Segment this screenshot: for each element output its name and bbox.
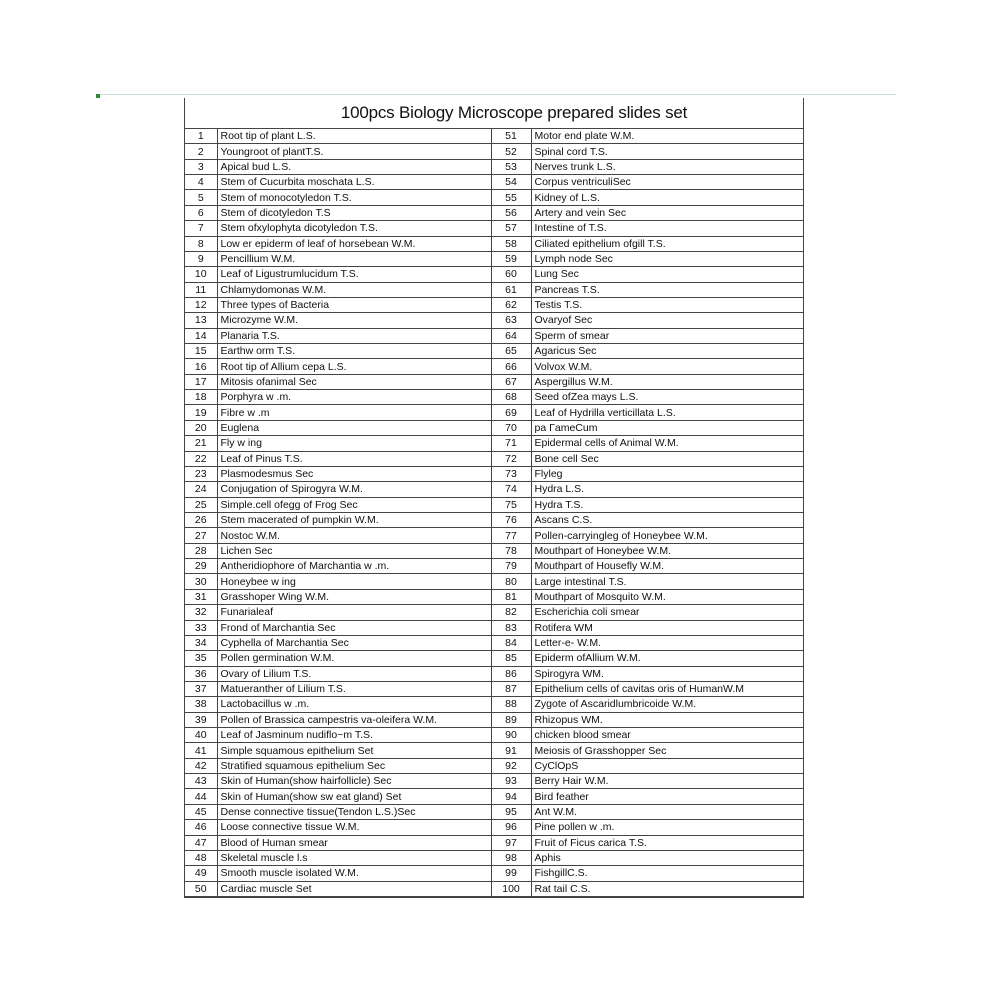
table-row xyxy=(185,190,803,205)
table-row xyxy=(185,482,803,497)
table-row xyxy=(185,374,803,389)
slide-number-cell: 42 xyxy=(185,758,217,773)
slide-number-cell: 91 xyxy=(491,743,531,758)
slide-name-cell: Chlamydomonas W.M. xyxy=(217,282,491,297)
slide-number-cell: 41 xyxy=(185,743,217,758)
slide-name-cell: Stratified squamous epithelium Sec xyxy=(217,758,491,773)
slide-number-cell: 40 xyxy=(185,728,217,743)
slide-number-cell: 10 xyxy=(185,267,217,282)
slide-number-cell: 5 xyxy=(185,190,217,205)
slide-number-cell: 51 xyxy=(491,129,531,144)
slide-number-cell: 79 xyxy=(491,559,531,574)
slide-number-cell: 83 xyxy=(491,620,531,635)
table-row xyxy=(185,236,803,251)
slide-number-cell: 45 xyxy=(185,804,217,819)
slide-number-cell: 85 xyxy=(491,651,531,666)
slide-number-cell: 6 xyxy=(185,205,217,220)
slide-name-cell: Lung Sec xyxy=(531,267,803,282)
table-row xyxy=(185,543,803,558)
slide-number-cell: 68 xyxy=(491,390,531,405)
slide-name-cell: Pine pollen w .m. xyxy=(531,820,803,835)
slide-name-cell: Pollen germination W.M. xyxy=(217,651,491,666)
slide-name-cell: Fruit of Ficus carica T.S. xyxy=(531,835,803,850)
table-row xyxy=(185,651,803,666)
slide-number-cell: 4 xyxy=(185,175,217,190)
slide-number-cell: 88 xyxy=(491,697,531,712)
slide-number-cell: 58 xyxy=(491,236,531,251)
slide-name-cell: chicken blood smear xyxy=(531,728,803,743)
slide-name-cell: pa ΓameCum xyxy=(531,420,803,435)
slide-name-cell: Pancreas T.S. xyxy=(531,282,803,297)
slide-name-cell: Ovary of Lilium T.S. xyxy=(217,666,491,681)
slide-name-cell: Testis T.S. xyxy=(531,297,803,312)
slide-name-cell: Rhizopus WM. xyxy=(531,712,803,727)
slide-name-cell: Stem of monocotyledon T.S. xyxy=(217,190,491,205)
slide-number-cell: 84 xyxy=(491,635,531,650)
slide-number-cell: 90 xyxy=(491,728,531,743)
slide-name-cell: Mouthpart of Housefly W.M. xyxy=(531,559,803,574)
table-row xyxy=(185,635,803,650)
table-row xyxy=(185,205,803,220)
slide-number-cell: 63 xyxy=(491,313,531,328)
slide-name-cell: Apical bud L.S. xyxy=(217,159,491,174)
slide-name-cell: Agaricus Sec xyxy=(531,344,803,359)
slide-number-cell: 26 xyxy=(185,512,217,527)
table-row xyxy=(185,451,803,466)
slide-name-cell: Intestine of T.S. xyxy=(531,221,803,236)
slide-number-cell: 70 xyxy=(491,420,531,435)
slide-name-cell: Ciliated epithelium ofgill T.S. xyxy=(531,236,803,251)
table-row xyxy=(185,758,803,773)
slide-name-cell: Aphis xyxy=(531,850,803,865)
slide-name-cell: Nerves trunk L.S. xyxy=(531,159,803,174)
slide-number-cell: 60 xyxy=(491,267,531,282)
slide-name-cell: Antheridiophore of Marchantia w .m. xyxy=(217,559,491,574)
table-row xyxy=(185,712,803,727)
slide-number-cell: 3 xyxy=(185,159,217,174)
table-row xyxy=(185,528,803,543)
slide-number-cell: 43 xyxy=(185,774,217,789)
slide-number-cell: 62 xyxy=(491,297,531,312)
table-row xyxy=(185,436,803,451)
slide-number-cell: 22 xyxy=(185,451,217,466)
slide-number-cell: 98 xyxy=(491,850,531,865)
slide-name-cell: Stem ofxylophyta dicotyledon T.S. xyxy=(217,221,491,236)
slide-number-cell: 37 xyxy=(185,681,217,696)
slide-name-cell: Low er epiderm of leaf of horsebean W.M. xyxy=(217,236,491,251)
slide-name-cell: Euglena xyxy=(217,420,491,435)
slide-name-cell: Smooth muscle isolated W.M. xyxy=(217,866,491,881)
slide-name-cell: Dense connective tissue(Tendon L.S.)Sec xyxy=(217,804,491,819)
table-row xyxy=(185,881,803,896)
table-row xyxy=(185,359,803,374)
top-divider-line xyxy=(96,94,896,95)
table-row xyxy=(185,420,803,435)
table-row xyxy=(185,175,803,190)
slide-number-cell: 52 xyxy=(491,144,531,159)
table-row xyxy=(185,820,803,835)
slide-number-cell: 97 xyxy=(491,835,531,850)
slide-name-cell: Lichen Sec xyxy=(217,543,491,558)
slide-name-cell: Mouthpart of Honeybee W.M. xyxy=(531,543,803,558)
slide-number-cell: 61 xyxy=(491,282,531,297)
table-row xyxy=(185,666,803,681)
slide-name-cell: Youngroot of plantT.S. xyxy=(217,144,491,159)
slide-number-cell: 15 xyxy=(185,344,217,359)
table-row xyxy=(185,835,803,850)
slide-name-cell: Flyleg xyxy=(531,466,803,481)
slide-name-cell: Loose connective tissue W.M. xyxy=(217,820,491,835)
slide-number-cell: 9 xyxy=(185,251,217,266)
slide-number-cell: 35 xyxy=(185,651,217,666)
slide-number-cell: 66 xyxy=(491,359,531,374)
slide-name-cell: Funarialeaf xyxy=(217,605,491,620)
slide-name-cell: Pencillium W.M. xyxy=(217,251,491,266)
slide-name-cell: Lactobacillus w .m. xyxy=(217,697,491,712)
slide-number-cell: 1 xyxy=(185,129,217,144)
slide-name-cell: Volvox W.M. xyxy=(531,359,803,374)
slide-number-cell: 8 xyxy=(185,236,217,251)
slide-name-cell: Mouthpart of Mosquito W.M. xyxy=(531,589,803,604)
table-row xyxy=(185,850,803,865)
slide-number-cell: 32 xyxy=(185,605,217,620)
slide-number-cell: 76 xyxy=(491,512,531,527)
slide-name-cell: FishgillC.S. xyxy=(531,866,803,881)
slide-number-cell: 2 xyxy=(185,144,217,159)
slide-number-cell: 21 xyxy=(185,436,217,451)
table-row xyxy=(185,681,803,696)
table-row xyxy=(185,789,803,804)
slide-name-cell: Rotifera WM xyxy=(531,620,803,635)
table-row xyxy=(185,251,803,266)
slide-name-cell: Letter-e- W.M. xyxy=(531,635,803,650)
slide-name-cell: Root tip of Allium cepa L.S. xyxy=(217,359,491,374)
slide-number-cell: 38 xyxy=(185,697,217,712)
slide-name-cell: Hydra L.S. xyxy=(531,482,803,497)
slide-name-cell: Matueranther of Lilium T.S. xyxy=(217,681,491,696)
slide-name-cell: Nostoc W.M. xyxy=(217,528,491,543)
slide-number-cell: 89 xyxy=(491,712,531,727)
slide-number-cell: 71 xyxy=(491,436,531,451)
table-row xyxy=(185,297,803,312)
slide-number-cell: 27 xyxy=(185,528,217,543)
slide-name-cell: Simple squamous epithelium Set xyxy=(217,743,491,758)
slide-name-cell: Epithelium cells of cavitas oris of HumanW.M xyxy=(531,681,803,696)
table-row xyxy=(185,605,803,620)
table-row xyxy=(185,574,803,589)
slide-name-cell: Ascans C.S. xyxy=(531,512,803,527)
slide-name-cell: Epiderm ofAllium W.M. xyxy=(531,651,803,666)
slide-name-cell: Skin of Human(show hairfollicle) Sec xyxy=(217,774,491,789)
slide-name-cell: Leaf of Pinus T.S. xyxy=(217,451,491,466)
table-row xyxy=(185,589,803,604)
slide-name-cell: Seed ofZea mays L.S. xyxy=(531,390,803,405)
slide-name-cell: Bone cell Sec xyxy=(531,451,803,466)
slide-number-cell: 48 xyxy=(185,850,217,865)
slide-name-cell: Ant W.M. xyxy=(531,804,803,819)
slide-name-cell: Skin of Human(show sw eat gland) Set xyxy=(217,789,491,804)
table-row xyxy=(185,512,803,527)
slide-number-cell: 78 xyxy=(491,543,531,558)
table-row xyxy=(185,697,803,712)
table-row xyxy=(185,159,803,174)
slide-number-cell: 82 xyxy=(491,605,531,620)
slide-number-cell: 36 xyxy=(185,666,217,681)
slides-table xyxy=(185,129,803,897)
cell-corner-marker xyxy=(96,94,100,98)
slide-number-cell: 92 xyxy=(491,758,531,773)
slide-number-cell: 100 xyxy=(491,881,531,896)
slide-name-cell: Ovaryof Sec xyxy=(531,313,803,328)
slide-name-cell: Honeybee w ing xyxy=(217,574,491,589)
slide-number-cell: 46 xyxy=(185,820,217,835)
slide-number-cell: 29 xyxy=(185,559,217,574)
slide-name-cell: Sperm of smear xyxy=(531,328,803,343)
slide-number-cell: 87 xyxy=(491,681,531,696)
slide-name-cell: Large intestinal T.S. xyxy=(531,574,803,589)
slide-name-cell: Bird feather xyxy=(531,789,803,804)
slide-name-cell: Grasshoper Wing W.M. xyxy=(217,589,491,604)
slide-number-cell: 23 xyxy=(185,466,217,481)
slide-number-cell: 94 xyxy=(491,789,531,804)
slide-number-cell: 12 xyxy=(185,297,217,312)
slide-name-cell: Kidney of L.S. xyxy=(531,190,803,205)
slide-number-cell: 31 xyxy=(185,589,217,604)
table-row xyxy=(185,559,803,574)
slide-number-cell: 81 xyxy=(491,589,531,604)
slide-number-cell: 95 xyxy=(491,804,531,819)
slide-name-cell: Lymph node Sec xyxy=(531,251,803,266)
slide-number-cell: 30 xyxy=(185,574,217,589)
slide-name-cell: Aspergillus W.M. xyxy=(531,374,803,389)
table-row xyxy=(185,267,803,282)
slide-number-cell: 24 xyxy=(185,482,217,497)
table-row xyxy=(185,728,803,743)
table-row xyxy=(185,466,803,481)
table-row xyxy=(185,390,803,405)
slide-name-cell: Microzyme W.M. xyxy=(217,313,491,328)
slide-number-cell: 11 xyxy=(185,282,217,297)
slide-name-cell: Pollen of Brassica campestris va-oleifera W.M. xyxy=(217,712,491,727)
table-row xyxy=(185,866,803,881)
slide-name-cell: Stem of dicotyledon T.S xyxy=(217,205,491,220)
slide-name-cell: Leaf of Jasminum nudiflo~m T.S. xyxy=(217,728,491,743)
table-row xyxy=(185,313,803,328)
slide-name-cell: Earthw orm T.S. xyxy=(217,344,491,359)
slide-number-cell: 74 xyxy=(491,482,531,497)
slide-number-cell: 20 xyxy=(185,420,217,435)
slide-number-cell: 86 xyxy=(491,666,531,681)
slide-number-cell: 59 xyxy=(491,251,531,266)
table-row xyxy=(185,497,803,512)
slide-name-cell: Plasmodesmus Sec xyxy=(217,466,491,481)
slide-name-cell: Skeletal muscle l.s xyxy=(217,850,491,865)
table-row xyxy=(185,328,803,343)
table-row xyxy=(185,221,803,236)
slide-number-cell: 50 xyxy=(185,881,217,896)
slide-name-cell: Fibre w .m xyxy=(217,405,491,420)
slide-name-cell: Artery and vein Sec xyxy=(531,205,803,220)
slide-number-cell: 99 xyxy=(491,866,531,881)
slide-name-cell: Cardiac muscle Set xyxy=(217,881,491,896)
slide-name-cell: Porphyra w .m. xyxy=(217,390,491,405)
slide-name-cell: Root tip of plant L.S. xyxy=(217,129,491,144)
slide-name-cell: Leaf of Hydrilla verticillata L.S. xyxy=(531,405,803,420)
slide-number-cell: 96 xyxy=(491,820,531,835)
slide-name-cell: Frond of Marchantia Sec xyxy=(217,620,491,635)
slide-number-cell: 19 xyxy=(185,405,217,420)
slide-name-cell: Stem macerated of pumpkin W.M. xyxy=(217,512,491,527)
table-row xyxy=(185,743,803,758)
slide-name-cell: Simple.cell ofegg of Frog Sec xyxy=(217,497,491,512)
slide-name-cell: Berry Hair W.M. xyxy=(531,774,803,789)
slide-number-cell: 73 xyxy=(491,466,531,481)
slide-name-cell: Motor end plate W.M. xyxy=(531,129,803,144)
slide-number-cell: 56 xyxy=(491,205,531,220)
slide-number-cell: 47 xyxy=(185,835,217,850)
slide-name-cell: Zygote of Ascaridlumbricoide W.M. xyxy=(531,697,803,712)
slide-name-cell: Escherichia coli smear xyxy=(531,605,803,620)
slide-number-cell: 57 xyxy=(491,221,531,236)
slide-number-cell: 14 xyxy=(185,328,217,343)
slide-name-cell: Leaf of Ligustrumlucidum T.S. xyxy=(217,267,491,282)
slide-name-cell: Planaria T.S. xyxy=(217,328,491,343)
slide-name-cell: Pollen-carryingleg of Honeybee W.M. xyxy=(531,528,803,543)
slide-name-cell: Conjugation of Spirogyra W.M. xyxy=(217,482,491,497)
slide-number-cell: 55 xyxy=(491,190,531,205)
slide-number-cell: 75 xyxy=(491,497,531,512)
slide-number-cell: 28 xyxy=(185,543,217,558)
slide-number-cell: 17 xyxy=(185,374,217,389)
slide-name-cell: Spinal cord T.S. xyxy=(531,144,803,159)
slide-number-cell: 93 xyxy=(491,774,531,789)
slide-number-cell: 53 xyxy=(491,159,531,174)
slide-number-cell: 33 xyxy=(185,620,217,635)
slide-name-cell: Epidermal cells of Animal W.M. xyxy=(531,436,803,451)
slide-number-cell: 7 xyxy=(185,221,217,236)
table-row xyxy=(185,144,803,159)
slide-name-cell: Cyphella of Marchantia Sec xyxy=(217,635,491,650)
slide-name-cell: Hydra T.S. xyxy=(531,497,803,512)
table-row xyxy=(185,405,803,420)
slide-name-cell: Meiosis of Grasshopper Sec xyxy=(531,743,803,758)
slide-number-cell: 25 xyxy=(185,497,217,512)
slide-name-cell: CyClOpS xyxy=(531,758,803,773)
slide-name-cell: Mitosis ofanimal Sec xyxy=(217,374,491,389)
slides-sheet xyxy=(184,98,804,898)
slide-number-cell: 34 xyxy=(185,635,217,650)
slide-name-cell: Corpus ventriculiSec xyxy=(531,175,803,190)
slide-number-cell: 16 xyxy=(185,359,217,374)
slide-name-cell: Fly w ing xyxy=(217,436,491,451)
slide-name-cell: Spirogyra WM. xyxy=(531,666,803,681)
slide-number-cell: 77 xyxy=(491,528,531,543)
slide-number-cell: 72 xyxy=(491,451,531,466)
slide-name-cell: Stem of Cucurbita moschata L.S. xyxy=(217,175,491,190)
table-row xyxy=(185,774,803,789)
slide-number-cell: 67 xyxy=(491,374,531,389)
slide-number-cell: 69 xyxy=(491,405,531,420)
slide-number-cell: 39 xyxy=(185,712,217,727)
table-row xyxy=(185,620,803,635)
slide-name-cell: Three types of Bacteria xyxy=(217,297,491,312)
table-row xyxy=(185,804,803,819)
slide-number-cell: 49 xyxy=(185,866,217,881)
slide-number-cell: 64 xyxy=(491,328,531,343)
table-row xyxy=(185,129,803,144)
sheet-title: 100pcs Biology Microscope prepared slides set xyxy=(185,98,803,129)
slide-number-cell: 13 xyxy=(185,313,217,328)
slide-number-cell: 65 xyxy=(491,344,531,359)
slide-number-cell: 18 xyxy=(185,390,217,405)
slide-number-cell: 44 xyxy=(185,789,217,804)
table-row xyxy=(185,282,803,297)
slides-table-body xyxy=(185,129,803,896)
slide-name-cell: Rat tail C.S. xyxy=(531,881,803,896)
slide-number-cell: 80 xyxy=(491,574,531,589)
table-row xyxy=(185,344,803,359)
slide-name-cell: Blood of Human smear xyxy=(217,835,491,850)
slide-number-cell: 54 xyxy=(491,175,531,190)
